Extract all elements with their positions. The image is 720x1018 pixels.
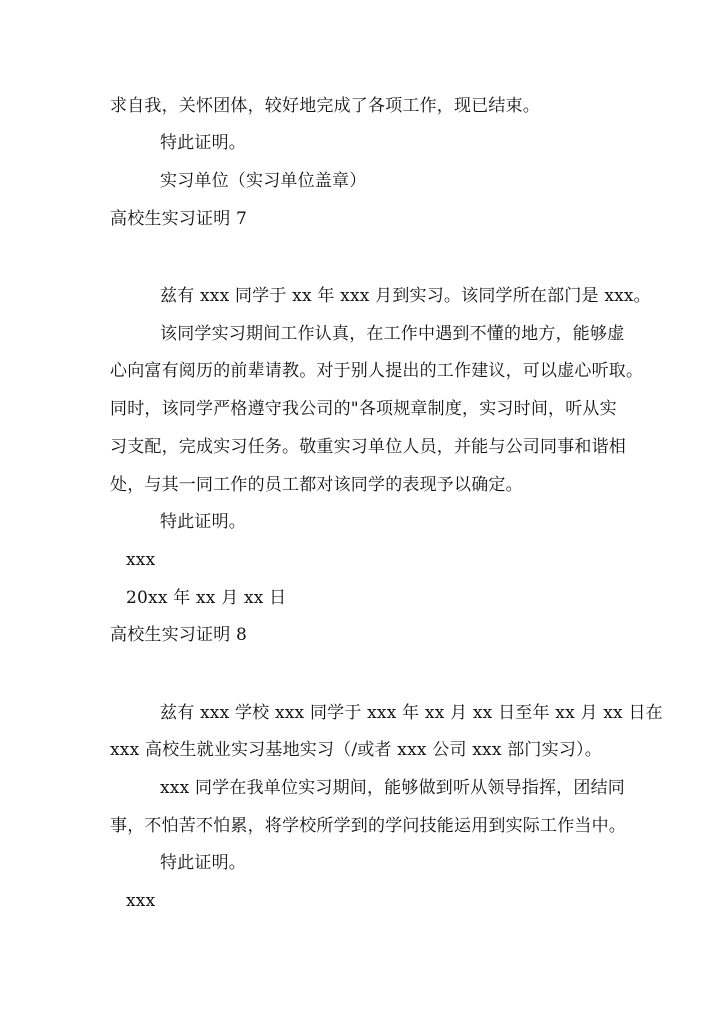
issuer-line: 实习单位（实习单位盖章） (160, 171, 367, 191)
signature-name: xxx (126, 891, 156, 911)
paragraph-line: 兹有 xxx 同学于 xx 年 xxx 月到实习。该同学所在部门是 xxx。 (160, 286, 651, 306)
date-line: 20xx 年 xx 月 xx 日 (126, 588, 287, 608)
paragraph-line: xxx 高校生就业实习基地实习（/或者 xxx 公司 xxx 部门实习）。 (110, 740, 602, 760)
section-heading: 高校生实习证明 8 (110, 625, 248, 645)
paragraph-line: 事，不怕苦不怕累，将学校所学到的学问技能运用到实际工作当中。 (110, 816, 626, 836)
certification-statement: 特此证明。 (160, 133, 246, 153)
signature-name: xxx (126, 550, 156, 570)
paragraph-line: xxx 同学在我单位实习期间，能够做到听从领导指挥，团结同 (160, 778, 625, 798)
paragraph-line: 兹有 xxx 学校 xxx 同学于 xxx 年 xx 月 xx 日至年 xx 月 xx 日在 (160, 703, 663, 723)
paragraph-line: 习支配，完成实习任务。敬重实习单位人员，并能与公司同事和谐相 (110, 437, 626, 457)
paragraph-line: 求自我，关怀团体，较好地完成了各项工作，现已结束。 (110, 96, 540, 116)
section-heading: 高校生实习证明 7 (110, 209, 248, 229)
paragraph-line: 心向富有阅历的前辈请教。对于别人提出的工作建议，可以虚心听取。 (110, 361, 644, 381)
certification-statement: 特此证明。 (160, 512, 246, 532)
paragraph-line: 该同学实习期间工作认真，在工作中遇到不懂的地方，能够虚 (160, 324, 625, 344)
paragraph-line: 处，与其一同工作的员工都对该同学的表现予以确定。 (110, 475, 523, 495)
certification-statement: 特此证明。 (160, 853, 246, 873)
paragraph-line: 同时，该同学严格遵守我公司的"各项规章制度，实习时间，听从实 (110, 399, 617, 419)
